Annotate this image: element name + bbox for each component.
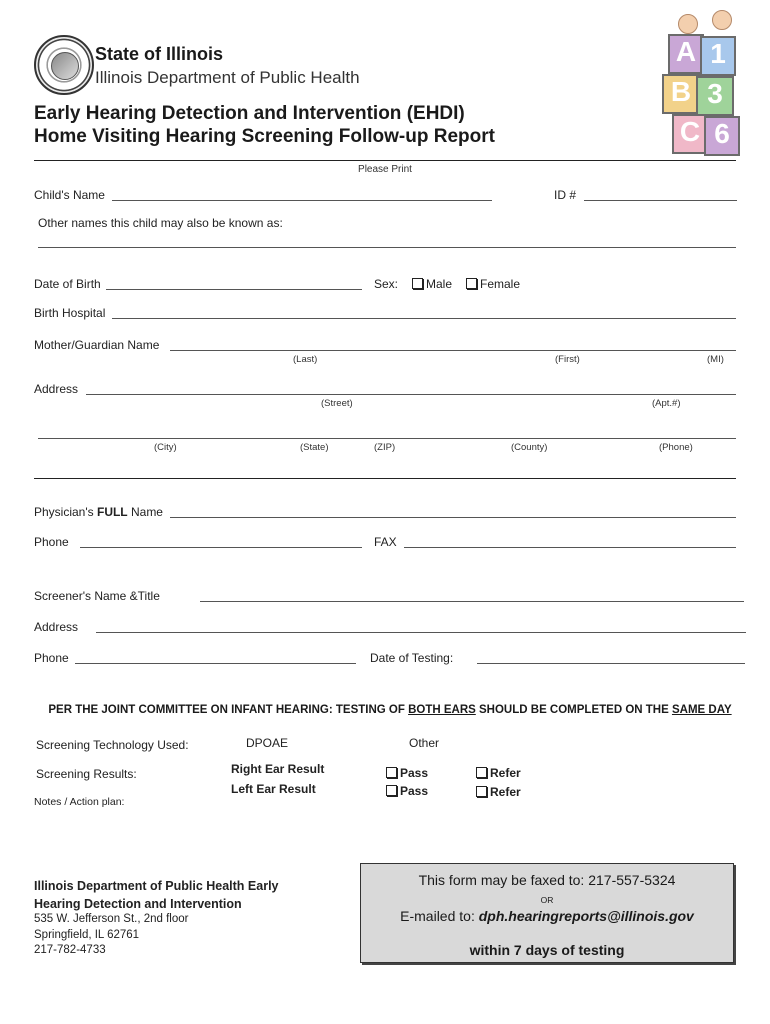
address-label: Address <box>34 382 79 396</box>
sex-male-option[interactable] <box>412 277 452 291</box>
footer-street: 535 W. Jefferson St., 2nd floor <box>34 913 189 925</box>
email-instruction: E-mailed to: dph.hearingreports@illinois.gov <box>400 908 694 924</box>
street-sublabel: (Street) <box>321 398 353 409</box>
screening-results-label: Screening Results: <box>36 767 137 781</box>
city-sublabel: (City) <box>154 442 177 453</box>
dob-field[interactable] <box>106 289 362 290</box>
screener-address-label: Address <box>34 620 79 634</box>
baby-blocks-illustration <box>650 8 740 158</box>
deadline-note: within 7 days of testing <box>469 942 625 958</box>
department-name: Illinois Department of Public Health <box>95 68 360 87</box>
or-separator: OR <box>540 895 554 905</box>
block-1: 1 <box>700 36 736 76</box>
physician-phone-label: Phone <box>34 535 69 549</box>
left-refer-checkbox[interactable] <box>476 786 487 797</box>
date-of-testing-label: Date of Testing: <box>370 651 454 665</box>
female-label: Female <box>480 277 521 291</box>
screener-phone-field[interactable] <box>75 663 356 664</box>
other-names-label: Other names this child may also be known as: <box>38 216 283 230</box>
block-c: C <box>672 114 708 154</box>
footer-org-line2: Hearing Detection and Intervention <box>34 897 242 911</box>
zip-sublabel: (ZIP) <box>374 442 396 453</box>
form-title-line2: Home Visiting Hearing Screening Follow-up Report <box>34 126 495 147</box>
childs-name-label: Child's Name <box>34 188 105 202</box>
joint-committee-notice: PER THE JOINT COMMITTEE ON INFANT HEARING: TESTING OF BOTH EARS SHOULD BE COMPLETED ON THE SAME DAY <box>48 704 732 716</box>
block-b: B <box>662 74 700 114</box>
screener-name-label: Screener's Name &Title <box>34 589 160 603</box>
date-of-testing-field[interactable] <box>477 663 745 664</box>
right-ear-refer-option[interactable]: Refer <box>476 766 521 780</box>
block-a: A <box>668 34 704 74</box>
other-names-field[interactable] <box>38 247 736 248</box>
left-ear-result-label: Left Ear Result <box>231 782 316 796</box>
apt-sublabel: (Apt.#) <box>652 398 681 409</box>
fax-field[interactable] <box>404 547 736 548</box>
physician-phone-field[interactable] <box>80 547 362 548</box>
birth-hospital-field[interactable] <box>112 318 736 319</box>
female-checkbox[interactable] <box>466 278 477 289</box>
right-pass-checkbox[interactable] <box>386 767 397 778</box>
screening-technology-label: Screening Technology Used: <box>36 738 189 752</box>
id-label: ID # <box>554 188 577 202</box>
childs-name-field[interactable] <box>112 200 492 201</box>
fax-label: FAX <box>374 535 397 549</box>
last-sublabel: (Last) <box>293 354 318 365</box>
id-field[interactable] <box>584 200 737 201</box>
male-label: Male <box>426 277 453 291</box>
male-checkbox[interactable] <box>412 278 423 289</box>
left-pass-checkbox[interactable] <box>386 785 397 796</box>
submission-instructions-box <box>360 863 734 963</box>
screener-address-field[interactable] <box>96 632 746 633</box>
state-sublabel: (State) <box>300 442 329 453</box>
block-3: 3 <box>696 76 734 116</box>
right-ear-pass-option[interactable]: Pass <box>386 766 428 780</box>
notes-action-plan-label: Notes / Action plan: <box>34 796 125 808</box>
first-sublabel: (First) <box>555 354 580 365</box>
footer-city: Springfield, IL 62761 <box>34 929 140 941</box>
physician-name-field[interactable] <box>170 517 736 518</box>
screener-phone-label: Phone <box>34 651 69 665</box>
dpoae-option[interactable]: DPOAE <box>246 736 289 750</box>
phone-sublabel: (Phone) <box>659 442 693 453</box>
mi-sublabel: (MI) <box>707 354 724 365</box>
physician-name-label: Physician's FULL Name <box>34 505 163 519</box>
state-name: State of Illinois <box>95 44 224 64</box>
mother-guardian-field[interactable] <box>170 350 736 351</box>
sex-female-option[interactable] <box>466 277 520 291</box>
dob-label: Date of Birth <box>34 277 101 291</box>
footer-phone: 217-782-4733 <box>34 944 106 956</box>
right-ear-result-label: Right Ear Result <box>231 762 325 776</box>
other-option[interactable]: Other <box>409 736 440 750</box>
sex-label: Sex: <box>374 277 399 291</box>
footer-org-line1: Illinois Department of Public Health Early <box>34 879 279 893</box>
email-link[interactable]: dph.hearingreports@illinois.gov <box>478 908 694 924</box>
street-field[interactable] <box>86 394 736 395</box>
city-state-zip-field[interactable] <box>38 438 736 439</box>
fax-instruction: This form may be faxed to: 217-557-5324 <box>418 872 676 888</box>
mother-guardian-label: Mother/Guardian Name <box>34 338 160 352</box>
block-6: 6 <box>704 116 740 156</box>
left-ear-refer-option[interactable]: Refer <box>476 785 521 799</box>
birth-hospital-label: Birth Hospital <box>34 306 106 320</box>
form-title-line1: Early Hearing Detection and Intervention (EHDI) <box>34 103 465 124</box>
illinois-state-seal <box>34 35 94 95</box>
screener-name-field[interactable] <box>200 601 744 602</box>
right-refer-checkbox[interactable] <box>476 767 487 778</box>
county-sublabel: (County) <box>511 442 548 453</box>
left-ear-pass-option[interactable]: Pass <box>386 784 428 798</box>
please-print-note: Please Print <box>358 164 412 175</box>
